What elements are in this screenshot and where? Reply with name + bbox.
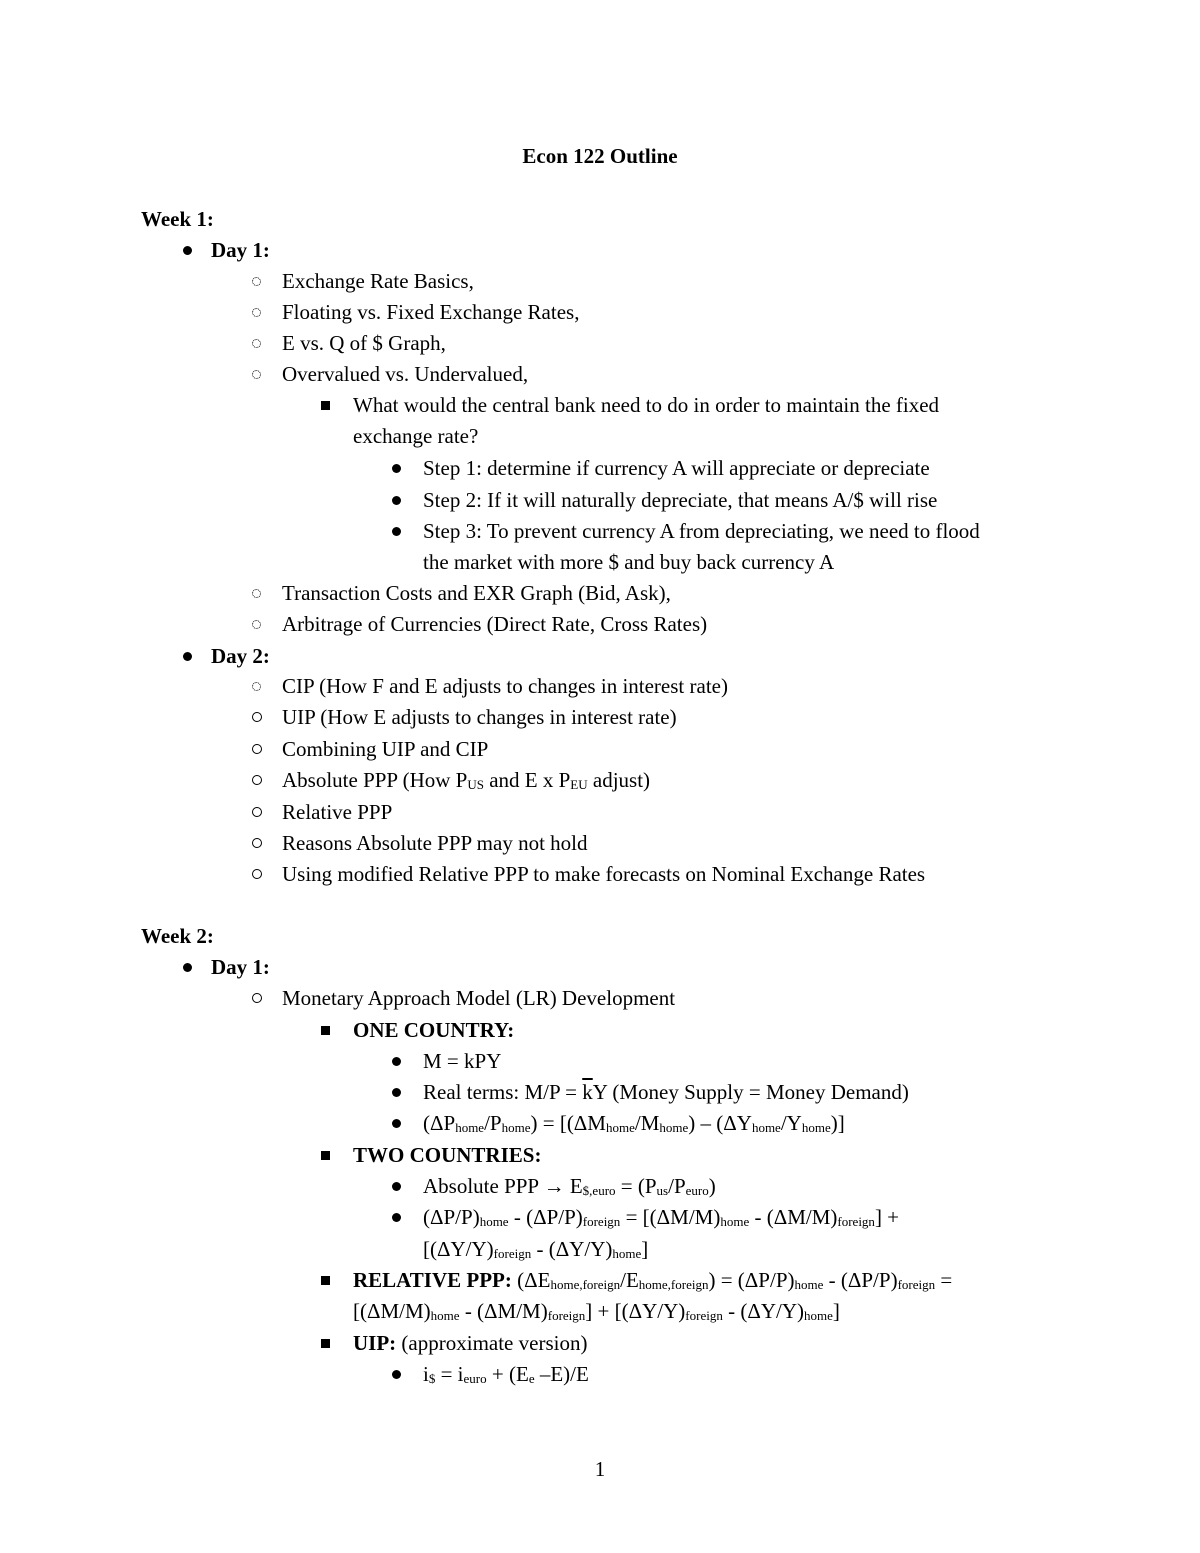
uip-heading: UIP: (approximate version) [353, 1331, 588, 1355]
list-item-absolute-ppp: Absolute PPP (How $P_{US}$ and E x $P_{EU}$ adjust) [282, 768, 651, 792]
filled-dot-bullet-icon [178, 235, 198, 266]
equation: Absolute PPP → $E_{\$,euro} = (P_{us}/P_{euro})$ [423, 1174, 716, 1198]
list-item: Combining UIP and CIP [282, 737, 489, 761]
filled-dot-bullet-icon [387, 485, 407, 516]
list-item: E vs. Q of $ Graph, [282, 331, 446, 355]
list-item: UIP (How E adjusts to changes in interest rate) [282, 705, 677, 729]
dotted-circle-bullet-icon [247, 671, 267, 702]
square-bullet-icon [316, 1015, 336, 1046]
dotted-circle-bullet-icon [247, 266, 267, 297]
square-bullet-icon [316, 390, 336, 421]
filled-dot-bullet-icon [178, 952, 198, 983]
circle-bullet-icon [247, 859, 267, 890]
week2-day1-heading: Day 1: [211, 955, 270, 979]
two-countries-heading: TWO COUNTRIES: [353, 1143, 542, 1167]
list-item: Relative PPP [282, 800, 393, 824]
list-item: Transaction Costs and EXR Graph (Bid, Ask), [282, 581, 671, 605]
filled-dot-bullet-icon [387, 1359, 407, 1390]
document-title: Econ 122 Outline [522, 144, 678, 168]
equation-continuation: $[(\Delta M/M)_{home} - (\Delta M/M)_{foreign}] + [(\Delta Y/Y)_{foreign} - (\Delta Y/Y)_{home}]$ [353, 1299, 840, 1323]
list-item-continuation: exchange rate? [353, 424, 479, 448]
dotted-circle-bullet-icon [247, 578, 267, 609]
one-country-heading: ONE COUNTRY: [353, 1018, 515, 1042]
circle-bullet-icon [247, 983, 267, 1014]
week1-day1-heading: Day 1: [211, 238, 270, 262]
square-bullet-icon [316, 1140, 336, 1171]
list-item: Arbitrage of Currencies (Direct Rate, Cross Rates) [282, 612, 708, 636]
week-1-heading: Week 1: [141, 207, 214, 231]
week-2-heading: Week 2: [141, 924, 214, 948]
week1-day2-heading: Day 2: [211, 644, 270, 668]
filled-dot-bullet-icon [178, 641, 198, 672]
dotted-circle-bullet-icon [247, 297, 267, 328]
equation: Real terms: $M/P = \overline{k}Y$ (Money Supply = Money Demand) [423, 1080, 909, 1104]
filled-dot-bullet-icon [387, 1171, 407, 1202]
page-number: 1 [594, 1457, 606, 1481]
circle-bullet-icon [247, 797, 267, 828]
square-bullet-icon [316, 1265, 336, 1296]
equation: $i_{\$} = i_{euro} + (E_e$ –E)/E [423, 1362, 589, 1386]
list-item: Reasons Absolute PPP may not hold [282, 831, 588, 855]
filled-dot-bullet-icon [387, 1202, 407, 1233]
equation: M = kPY [423, 1049, 502, 1073]
equation: $(\Delta P_{home}/P_{home}) = [(\Delta M_{home}/M_{home}) - (\Delta Y_{home}/Y_{home})]$ [423, 1111, 845, 1135]
list-item: Exchange Rate Basics, [282, 269, 474, 293]
list-item: Step 1: determine if currency A will appreciate or depreciate [423, 456, 930, 480]
filled-dot-bullet-icon [387, 516, 407, 547]
circle-bullet-icon [247, 702, 267, 733]
list-item: What would the central bank need to do in order to maintain the fixed [353, 393, 940, 417]
filled-dot-bullet-icon [387, 1108, 407, 1139]
list-item: Using modified Relative PPP to make forecasts on Nominal Exchange Rates [282, 862, 926, 886]
dotted-circle-bullet-icon [247, 328, 267, 359]
equation: $(\Delta P/P)_{home} - (\Delta P/P)_{foreign} = [(\Delta M/M)_{home} - (\Delta M/M)_{foreign}]$ + [423, 1205, 900, 1229]
circle-bullet-icon [247, 734, 267, 765]
filled-dot-bullet-icon [387, 453, 407, 484]
list-item: Step 3: To prevent currency A from depreciating, we need to flood [423, 519, 980, 543]
filled-dot-bullet-icon [387, 1077, 407, 1108]
circle-bullet-icon [247, 828, 267, 859]
list-item: Step 2: If it will naturally depreciate, that means A/$ will rise [423, 488, 938, 512]
list-item: Overvalued vs. Undervalued, [282, 362, 529, 386]
relative-ppp-equation: RELATIVE PPP: $(\Delta E_{home,foreign}/E_{home,foreign}) = (\Delta P/P)_{home} - (\Delta P/P)_{foreign}$ = [353, 1268, 953, 1292]
dotted-circle-bullet-icon [247, 609, 267, 640]
square-bullet-icon [316, 1328, 336, 1359]
list-item: CIP (How F and E adjusts to changes in interest rate) [282, 674, 728, 698]
circle-bullet-icon [247, 765, 267, 796]
list-item-continuation: the market with more $ and buy back currency A [423, 550, 835, 574]
list-item: Monetary Approach Model (LR) Development [282, 986, 676, 1010]
list-item: Floating vs. Fixed Exchange Rates, [282, 300, 580, 324]
equation-continuation: $[(\Delta Y/Y)_{foreign} - (\Delta Y/Y)_{home}]$ [423, 1237, 649, 1261]
filled-dot-bullet-icon [387, 1046, 407, 1077]
dotted-circle-bullet-icon [247, 359, 267, 390]
